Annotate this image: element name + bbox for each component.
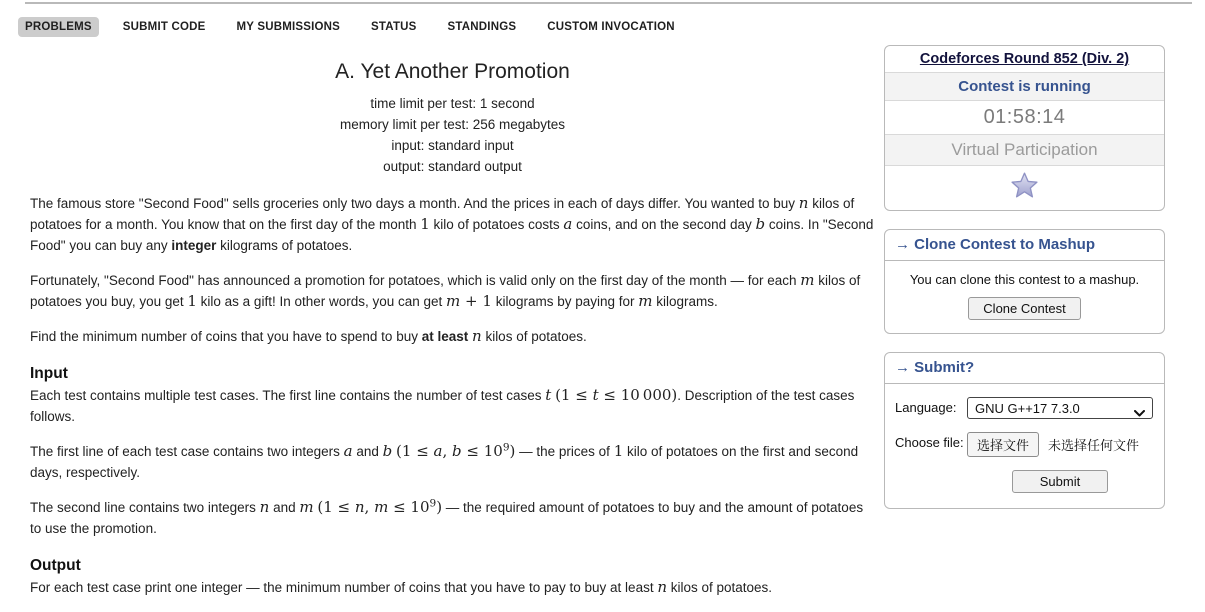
input-paragraph: Each test contains multiple test cases. The first line contains the number of test cases t (1 ≤ t ≤ 10 000). Description of the test cases follows. — [30, 386, 855, 424]
tab-standings[interactable]: STANDINGS — [447, 21, 517, 33]
clone-box-text: You can clone this contest to a mashup. — [909, 272, 1140, 287]
input-paragraph: The second line contains two integers n and m (1 ≤ n, $m \le 10^9$) — the required amount of potatoes to buy and the amount of potatoes to use the promotion. — [30, 497, 864, 536]
contest-status: Contest is running — [885, 73, 1164, 101]
contest-title-link[interactable]: Codeforces Round 852 (Div. 2) — [919, 51, 1130, 67]
chevron-down-icon — [1134, 405, 1145, 420]
submit-button[interactable]: Submit — [1012, 470, 1108, 493]
output-section-title: Output — [30, 557, 81, 574]
statement-paragraph: The famous store "Second Food" sells groceries only two days a month. And the prices in each of days differ. You wanted to buy n kilos of potatoes for a month. You know that on the first day of the month 1 kilo of potatoes costs a coins, and on the second day b coins. In "Second Food" you can buy any integer kilograms of potatoes. — [30, 194, 874, 253]
star-icon[interactable] — [1011, 172, 1038, 198]
participation-mode: Virtual Participation — [885, 135, 1164, 166]
problem-statement — [0, 45, 875, 612]
sidebar — [884, 45, 1165, 612]
problem-title: A. Yet Another Promotion — [335, 60, 570, 83]
memory-limit: memory limit per test: 256 megabytes — [339, 117, 566, 132]
output-spec: output: standard output — [383, 159, 522, 174]
input-spec: input: standard input — [391, 138, 514, 153]
contest-title-row — [885, 46, 1164, 73]
input-section-title: Input — [30, 365, 68, 382]
clone-contest-box — [884, 229, 1165, 334]
file-input — [967, 432, 1139, 457]
language-select[interactable] — [967, 397, 1153, 419]
submit-box-title: → Submit? — [885, 353, 1164, 384]
contest-menu — [18, 17, 1205, 37]
language-value: GNU G++17 7.3.0 — [975, 401, 1080, 416]
statement-paragraph: Find the minimum number of coins that you have to spend to buy at least n kilos of potatoes. — [30, 327, 587, 345]
favorite-row — [885, 166, 1164, 210]
choose-file-label: Choose file: — [895, 435, 964, 450]
top-divider — [25, 2, 1192, 4]
contest-info-box — [884, 45, 1165, 211]
tab-custom-invocation[interactable]: CUSTOM INVOCATION — [547, 21, 675, 33]
tab-problems[interactable]: PROBLEMS — [18, 17, 99, 37]
tab-status[interactable]: STATUS — [371, 21, 417, 33]
clone-contest-button[interactable]: Clone Contest — [968, 297, 1080, 320]
time-limit: time limit per test: 1 second — [370, 96, 535, 111]
statement-paragraph: Fortunately, "Second Food" has announced a promotion for potatoes, which is valid only on the first day of the month — for each m kilos of potatoes you buy, you get 1 kilo as a gift! In other words, you can get m + 1 kilograms by paying for m kilograms. — [30, 271, 861, 310]
tab-my-submissions[interactable]: MY SUBMISSIONS — [236, 21, 341, 33]
problem-limits — [30, 93, 875, 177]
language-label: Language: — [895, 400, 957, 415]
submit-box — [884, 352, 1165, 509]
input-paragraph: The first line of each test case contains two integers a and b (1 ≤ a, $b \le 10^9$) — the prices of 1 kilo of potatoes on the first and second days, respectively. — [30, 441, 859, 480]
choose-file-button[interactable]: 选择文件 — [967, 432, 1039, 457]
tab-submit-code[interactable]: SUBMIT CODE — [122, 21, 206, 33]
clone-box-title: → Clone Contest to Mashup — [885, 230, 1164, 261]
output-paragraph: For each test case print one integer — the minimum number of coins that you have to pay to buy at least n kilos of potatoes. — [30, 578, 773, 596]
file-status-text: 未选择任何文件 — [1048, 438, 1140, 453]
contest-countdown: 01:58:14 — [885, 101, 1164, 135]
